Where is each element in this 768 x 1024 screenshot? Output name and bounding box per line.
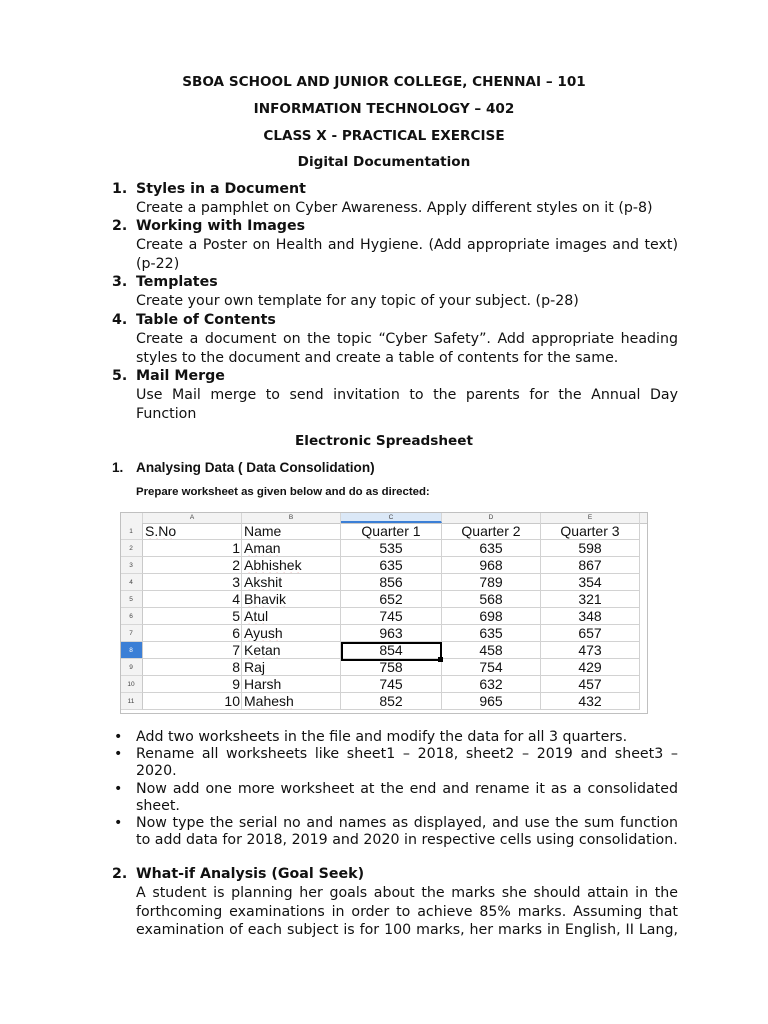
section-heading-digital-documentation: Digital Documentation (297, 154, 471, 170)
bullet-dot: • (114, 780, 123, 797)
cell-name: Abhishek (242, 557, 341, 574)
header-cell-quarter2: Quarter 2 (442, 523, 541, 540)
bullet-text: Rename all worksheets like sheet1 – 2018, sheet2 – 2019 and sheet3 – 2020. (136, 746, 678, 780)
cell-name: Harsh (242, 676, 341, 693)
bullet-item (112, 746, 678, 780)
subject-title: INFORMATION TECHNOLOGY – 402 (253, 101, 515, 117)
cell-q1: 745 (341, 608, 442, 625)
prepare-instruction: Prepare worksheet as given below and do as directed: (136, 486, 430, 498)
column-header-d: D (442, 512, 541, 523)
es-item-2 (112, 865, 678, 940)
cell-q2: 568 (442, 591, 541, 608)
item-title: Table of Contents (136, 312, 276, 328)
column-header-b: B (242, 512, 341, 523)
cell-q3: 657 (541, 625, 640, 642)
row-header: 6 (120, 608, 143, 625)
es-item-1-heading (112, 460, 375, 475)
cell-q2: 635 (442, 540, 541, 557)
cell-name: Ketan (242, 642, 341, 659)
cell-name: Atul (242, 608, 341, 625)
corner-cell (120, 512, 143, 523)
item-body: Create a document on the topic “Cyber Safety”. Add appropriate heading styles to the document and create a table of contents for the same. (136, 330, 678, 366)
cell-sno: 1 (143, 540, 242, 557)
cell-q1: 652 (341, 591, 442, 608)
header-cell-quarter1: Quarter 1 (341, 523, 442, 540)
row-header: 4 (120, 574, 143, 591)
item-number: 1. (112, 460, 124, 475)
cell-name: Ayush (242, 625, 341, 642)
bullet-dot: • (114, 729, 123, 745)
cell-q2: 458 (442, 642, 541, 659)
cell-q1: 535 (341, 540, 442, 557)
cell-q3: 598 (541, 540, 640, 557)
dd-item-2 (112, 217, 678, 273)
spreadsheet-screenshot (120, 512, 648, 714)
item-number: 5. (112, 368, 128, 384)
cell-q1: 758 (341, 659, 442, 676)
dd-item-3 (112, 273, 678, 311)
cell-sno: 10 (143, 693, 242, 710)
column-header-f (640, 512, 648, 523)
cell-q2: 698 (442, 608, 541, 625)
item-body: Create your own template for any topic of your subject. (p-28) (136, 292, 579, 309)
class-title: CLASS X - PRACTICAL EXERCISE (263, 128, 505, 144)
cell-q2: 632 (442, 676, 541, 693)
cell-q3: 321 (541, 591, 640, 608)
row-header: 9 (120, 659, 143, 676)
bullet-text: Now type the serial no and names as displayed, and use the sum function to add data for 2018, 2019 and 2020 in respective cells using consolidation. (136, 815, 678, 849)
dd-item-4 (112, 311, 678, 367)
cell-sno: 4 (143, 591, 242, 608)
header-cell-quarter3: Quarter 3 (541, 523, 640, 540)
cell-sno: 2 (143, 557, 242, 574)
bullet-dot: • (114, 746, 123, 763)
cell-q2: 789 (442, 574, 541, 591)
header-cell-sno: S.No (143, 523, 242, 540)
cell-q3: 457 (541, 676, 640, 693)
cell-q3: 429 (541, 659, 640, 676)
column-header-a: A (143, 512, 242, 523)
dd-item-1 (112, 180, 678, 218)
active-cell-outline (341, 642, 442, 661)
cell-name: Bhavik (242, 591, 341, 608)
cell-name: Aman (242, 540, 341, 557)
row-header: 3 (120, 557, 143, 574)
school-title: SBOA SCHOOL AND JUNIOR COLLEGE, CHENNAI – 101 (182, 74, 586, 90)
cell-sno: 8 (143, 659, 242, 676)
row-header: 5 (120, 591, 143, 608)
cell-q1-active[interactable]: 854 (341, 642, 442, 659)
row-header: 10 (120, 676, 143, 693)
item-body: Create a Poster on Health and Hygiene. (Add appropriate images and text) (p-22) (136, 236, 678, 272)
cell-q1: 963 (341, 625, 442, 642)
cell-q3: 348 (541, 608, 640, 625)
item-body: Create a pamphlet on Cyber Awareness. Apply different styles on it (p-8) (136, 199, 653, 216)
cell-sno: 9 (143, 676, 242, 693)
item-title: Analysing Data ( Data Consolidation) (136, 460, 375, 475)
item-title: What-if Analysis (Goal Seek) (136, 866, 365, 882)
cell-name: Mahesh (242, 693, 341, 710)
fill-handle[interactable] (438, 657, 443, 662)
column-header-e: E (541, 512, 640, 523)
section-heading-electronic-spreadsheet: Electronic Spreadsheet (295, 433, 473, 449)
cell-q2: 965 (442, 693, 541, 710)
cell-q1: 856 (341, 574, 442, 591)
cell-q2: 635 (442, 625, 541, 642)
bullet-item (112, 729, 678, 746)
cell-sno: 6 (143, 625, 242, 642)
item-number: 3. (112, 274, 128, 290)
dd-item-5 (112, 367, 678, 423)
item-title: Working with Images (136, 218, 306, 234)
cell-q3: 473 (541, 642, 640, 659)
row-header: 7 (120, 625, 143, 642)
item-body: Use Mail merge to send invitation to the parents for the Annual Day Function (136, 386, 678, 422)
bullet-text: Add two worksheets in the file and modify the data for all 3 quarters. (136, 729, 628, 745)
cell-name: Raj (242, 659, 341, 676)
item-title: Mail Merge (136, 368, 225, 384)
item-number: 2. (112, 866, 128, 882)
item-number: 2. (112, 218, 128, 234)
cell-name: Akshit (242, 574, 341, 591)
cell-q1: 635 (341, 557, 442, 574)
cell-q1: 852 (341, 693, 442, 710)
row-header: 11 (120, 693, 143, 710)
cell-sno: 5 (143, 608, 242, 625)
item-body: A student is planning her goals about the marks she should attain in the forthcoming examinations in order to achieve 85% marks. Assuming that examination of each subject is for 100 marks, her marks in English, II Lang, (136, 884, 678, 939)
item-number: 1. (112, 181, 128, 197)
cell-sno: 3 (143, 574, 242, 591)
cell-q3: 867 (541, 557, 640, 574)
bullet-item (112, 781, 678, 815)
cell-sno: 7 (143, 642, 242, 659)
bullet-item (112, 815, 678, 849)
header-cell-name: Name (242, 523, 341, 540)
item-number: 4. (112, 312, 128, 328)
row-header: 1 (120, 523, 143, 540)
cell-q1: 745 (341, 676, 442, 693)
cell-q2: 754 (442, 659, 541, 676)
cell-q2: 968 (442, 557, 541, 574)
instruction-bullets (112, 729, 678, 849)
cell-q3: 432 (541, 693, 640, 710)
bullet-text: Now add one more worksheet at the end and rename it as a consolidated sheet. (136, 780, 678, 814)
cell-q3: 354 (541, 574, 640, 591)
bullet-dot: • (114, 815, 123, 832)
row-header: 2 (120, 540, 143, 557)
item-title: Templates (136, 274, 218, 290)
row-header-selected: 8 (120, 642, 143, 659)
item-title: Styles in a Document (136, 181, 306, 197)
column-header-c: C (341, 512, 442, 523)
